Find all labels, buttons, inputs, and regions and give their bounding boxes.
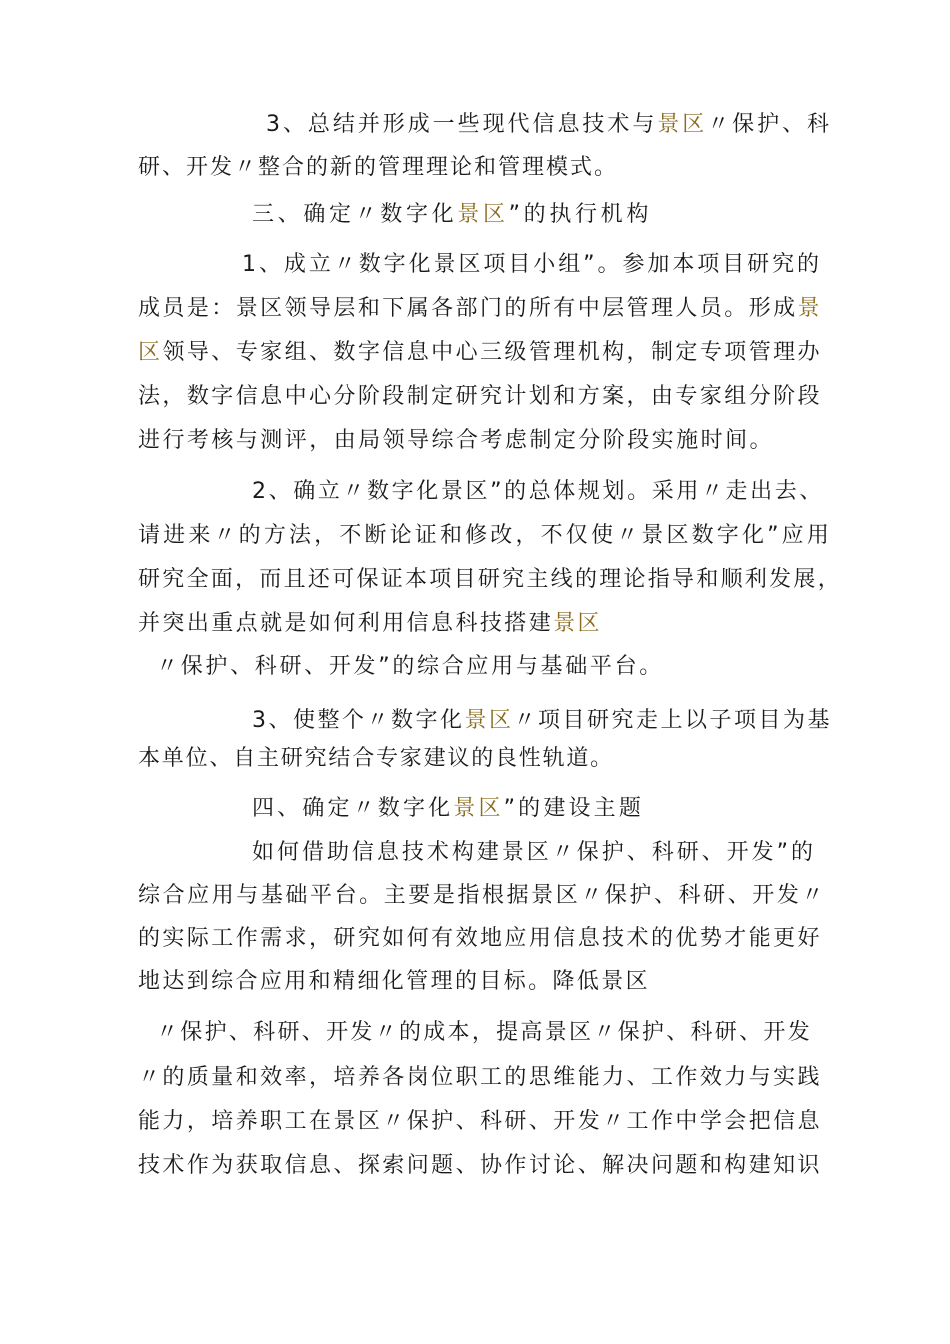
text-line (138, 426, 774, 456)
text-line (156, 1018, 812, 1048)
text-segment: 三、确定〃数字化 (252, 202, 458, 227)
text-segment: ”的建设主题 (503, 796, 644, 821)
text-segment: 2、确立〃数字化景区”的总体规划。采用〃走出去、 (252, 479, 824, 504)
text-line (138, 294, 822, 324)
text-line (138, 565, 842, 595)
text-line (138, 1151, 822, 1181)
text-segment: 〃保护、科研、开发〃的成本，提高景区〃保护、科研、开发 (156, 1020, 812, 1045)
text-segment: 进行考核与测评，由局领导综合考虑制定分阶段实施时间。 (138, 428, 774, 453)
section-heading (252, 794, 644, 824)
text-line (138, 382, 822, 412)
text-line (138, 744, 614, 774)
text-segment: 四、确定〃数字化 (252, 796, 454, 821)
text-segment: 1、成立〃数字化景区项目小组”。参加本项目研究的 (242, 252, 822, 277)
text-segment: 并突出重点就是如何利用信息科技搭建 (138, 611, 554, 636)
text-segment: 研、开发〃整合的新的管理理论和管理模式。 (138, 155, 618, 180)
highlighted-term: 景区 (457, 202, 509, 227)
text-line (138, 967, 650, 997)
text-segment: 〃保护、科 (707, 112, 832, 137)
text-line (138, 924, 822, 954)
text-line (138, 1107, 822, 1137)
text-segment: 请进来〃的方法，不断论证和修改，不仅使〃景区数字化”应用 (138, 523, 832, 548)
highlighted-term: 景区 (553, 611, 602, 636)
text-line (138, 338, 822, 368)
text-line (252, 706, 832, 736)
text-segment: 成员是：景区领导层和下属各部门的所有中层管理人员。形成 (138, 296, 798, 321)
text-line (138, 1063, 822, 1093)
highlighted-term: 景区 (657, 112, 708, 137)
text-segment: 3、使整个〃数字化 (252, 708, 465, 733)
text-segment: 法，数字信息中心分阶段制定研究计划和方案，由专家组分阶段 (138, 384, 822, 409)
text-line (138, 609, 602, 639)
text-line (252, 477, 824, 507)
text-segment: 的实际工作需求，研究如何有效地应用信息技术的优势才能更好 (138, 926, 822, 951)
highlighted-term: 景 (797, 296, 822, 321)
text-segment: 能力，培养职工在景区〃保护、科研、开发〃工作中学会把信息 (138, 1109, 822, 1134)
text-line (138, 881, 826, 911)
text-segment: ”的执行机构 (508, 202, 652, 227)
text-segment: 地达到综合应用和精细化管理的目标。降低景区 (138, 969, 650, 994)
text-segment: 本单位、自主研究结合专家建议的良性轨道。 (138, 746, 614, 771)
text-segment: 如何借助信息技术构建景区〃保护、科研、开发”的 (252, 840, 816, 865)
text-line (266, 110, 832, 140)
highlighted-term: 景区 (453, 796, 504, 821)
highlighted-term: 区 (138, 340, 163, 365)
text-segment: 研究全面，而且还可保证本项目研究主线的理论指导和顺利发展， (138, 567, 842, 592)
text-segment: 领导、专家组、数字信息中心三级管理机构，制定专项管理办 (162, 340, 822, 365)
text-line (252, 838, 816, 868)
text-line (138, 521, 832, 551)
text-line (242, 250, 822, 280)
text-segment: 〃的质量和效率，培养各岗位职工的思维能力、工作效力与实践 (138, 1065, 822, 1090)
text-segment: 3、总结并形成一些现代信息技术与 (266, 112, 658, 137)
text-segment: 技术作为获取信息、探索问题、协作讨论、解决问题和构建知识 (138, 1153, 822, 1178)
text-segment: 综合应用与基础平台。主要是指根据景区〃保护、科研、开发〃 (138, 883, 826, 908)
text-line (138, 153, 618, 183)
text-segment: 〃项目研究走上以子项目为基 (513, 708, 832, 733)
section-heading (252, 200, 652, 230)
highlighted-term: 景区 (464, 708, 514, 733)
text-line (156, 652, 664, 682)
text-segment: 〃保护、科研、开发”的综合应用与基础平台。 (156, 654, 664, 679)
